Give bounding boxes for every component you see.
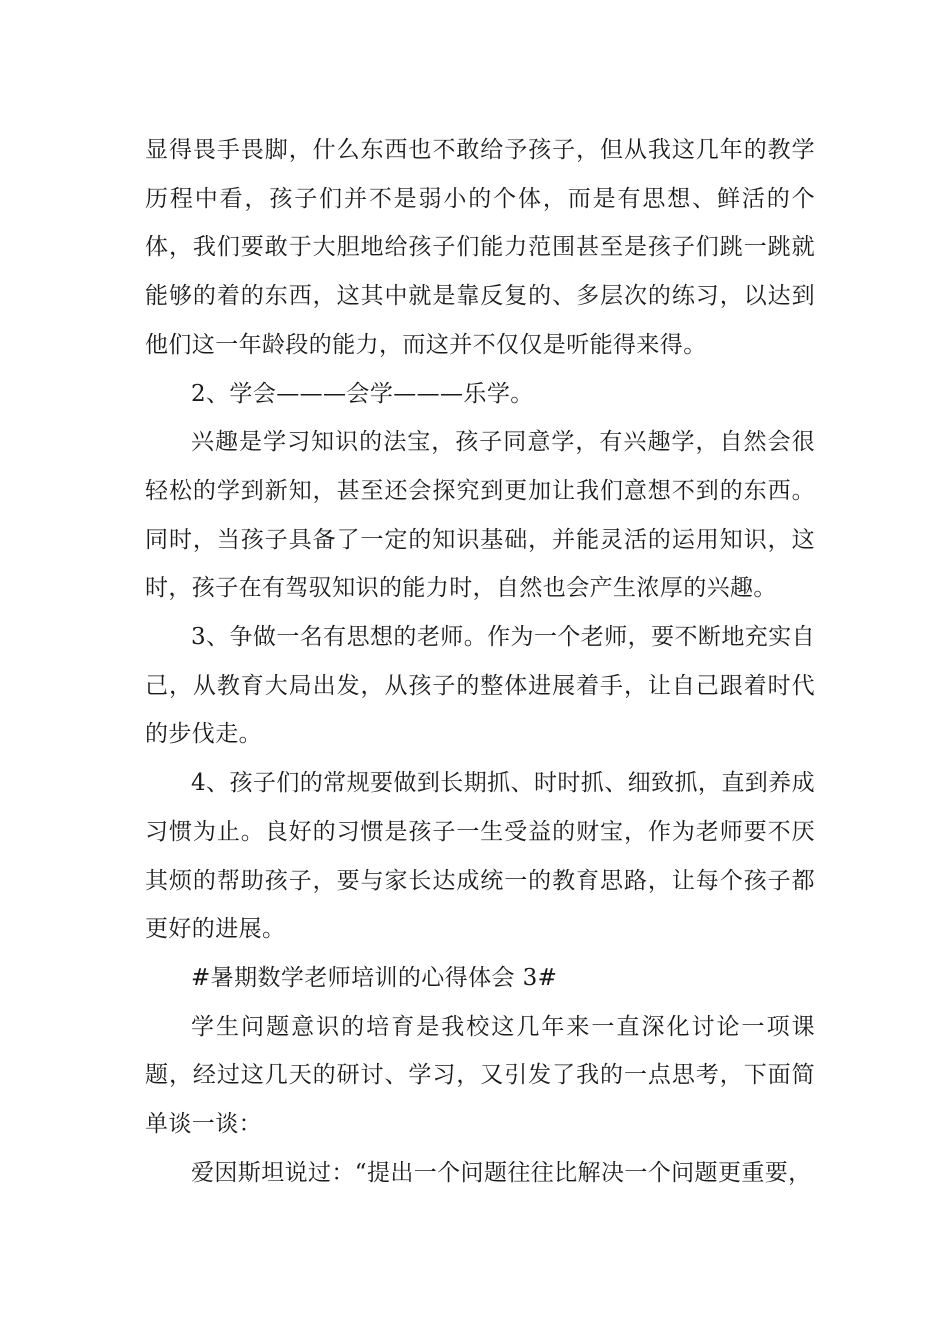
paragraph-1: 显得畏手畏脚，什么东西也不敢给予孩子，但从我这几年的教学历程中看，孩子们并不是弱小的个体，而是有思想、鲜活的个体，我们要敢于大胆地给孩子们能力范围甚至是孩子们跳一跳就能够的着的东西，这其中就是靠反复的、多层次的练习，以达到他们这一年龄段的能力，而这并不仅仅是听能得来得。 (145, 137, 815, 358)
paragraph-7: 学生问题意识的培育是我校这几年来一直深化讨论一项课题，经过这几天的研讨、学习，又引发了我的一点思考，下面简单谈一谈： (145, 1013, 815, 1138)
paragraph-2-heading: 2、学会———会学———乐学。 (191, 380, 534, 407)
paragraph-8: 爱因斯坦说过：“提出一个问题往往比解决一个问题更重要， (191, 1159, 812, 1186)
document-body (145, 126, 815, 1197)
paragraph-5: 4、孩子们的常规要做到长期抓、时时抓、细致抓，直到养成习惯为止。良好的习惯是孩子一生受益的财宝，作为老师要不厌其烦的帮助孩子，要与家长达成统一的教育思路，让每个孩子都更好的进展。 (145, 770, 815, 943)
paragraph-4: 3、争做一名有思想的老师。作为一个老师，要不断地充实自己，从教育大局出发，从孩子的整体进展着手，让自己跟着时代的步伐走。 (145, 624, 815, 748)
paragraph-3: 兴趣是学习知识的法宝，孩子同意学，有兴趣学，自然会很轻松的学到新知，甚至还会探究到更加让我们意想不到的东西。同时，当孩子具备了一定的知识基础，并能灵活的运用知识，这时，孩子在有驾驭知识的能力时，自然也会产生浓厚的兴趣。 (145, 429, 815, 602)
section-heading: #暑期数学老师培训的心得体会 3# (191, 964, 558, 991)
